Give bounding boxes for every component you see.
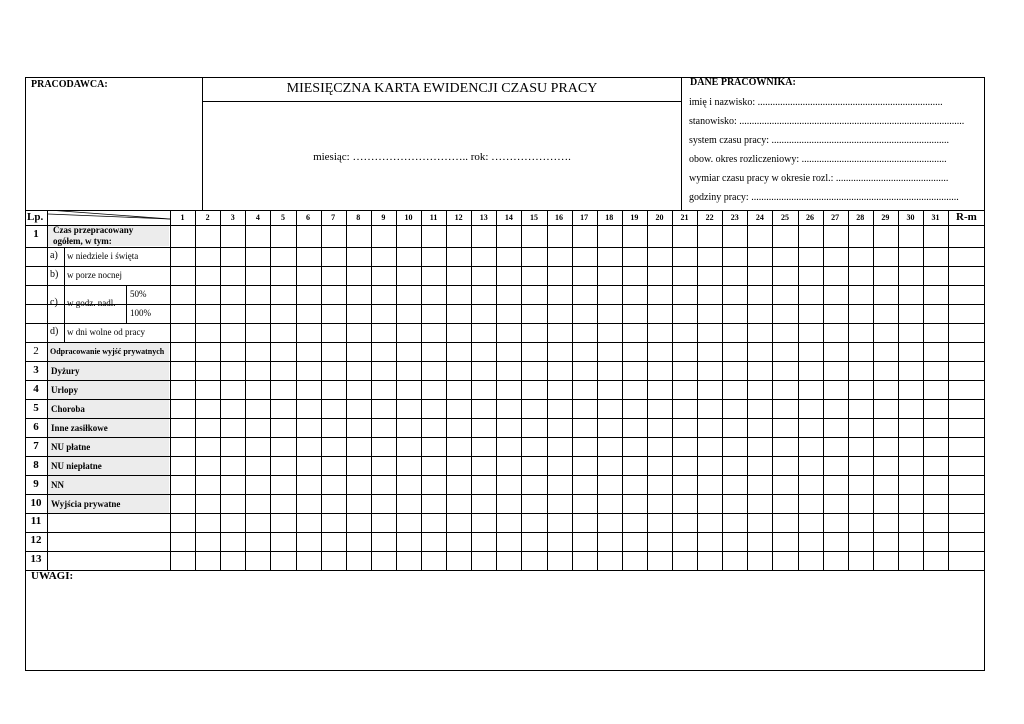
row-label-line1: Czas przepracowany — [53, 225, 134, 235]
day-column-divider — [421, 210, 422, 570]
working-time-field[interactable]: wymiar czasu pracy w okresie rozl.: ............................................. — [689, 173, 949, 184]
sub-letter-divider — [64, 247, 65, 342]
day-column-divider — [848, 210, 849, 570]
grid-line — [25, 225, 985, 226]
day-column-divider — [647, 210, 648, 570]
day-header: 10 — [404, 213, 413, 222]
lp-divider — [47, 210, 48, 570]
row-label-line2: ogółem, w tym: — [53, 236, 112, 246]
day-column-divider — [923, 210, 924, 570]
remarks-label: UWAGI: — [31, 570, 74, 582]
summary-label: R-m — [956, 211, 977, 223]
day-header: 8 — [356, 213, 361, 222]
grid-line — [25, 456, 985, 457]
row-label: Urlopy — [51, 385, 78, 395]
day-column-divider — [170, 210, 171, 570]
row-label: Inne zasiłkowe — [51, 423, 108, 433]
row-label: Wyjścia prywatne — [51, 499, 121, 509]
day-header: 26 — [806, 213, 815, 222]
day-header: 29 — [881, 213, 890, 222]
day-header: 22 — [705, 213, 714, 222]
day-header: 4 — [255, 213, 260, 222]
form-title: MIESIĘCZNA KARTA EWIDENCJI CZASU PRACY — [286, 81, 598, 96]
sub-label: w dni wolne od pracy — [67, 327, 145, 337]
day-column-divider — [446, 210, 447, 570]
grid-line — [25, 532, 985, 533]
grid-line — [25, 513, 985, 514]
day-header: 19 — [630, 213, 639, 222]
row-number: 4 — [33, 383, 39, 395]
summary-divider — [948, 210, 949, 570]
day-header: 18 — [605, 213, 614, 222]
row-number: 8 — [33, 459, 39, 471]
settlement-period-field[interactable]: obow. okres rozliczeniowy: .......................................................... — [689, 154, 947, 165]
period-box — [203, 102, 681, 211]
day-column-divider — [747, 210, 748, 570]
row-number: 1 — [33, 228, 39, 240]
grid-line — [25, 475, 985, 476]
grid-line — [25, 266, 985, 267]
day-column-divider — [321, 210, 322, 570]
row-number: 7 — [33, 440, 39, 452]
day-header: 21 — [680, 213, 689, 222]
row-label: NN — [51, 480, 64, 490]
grid-line — [25, 247, 985, 248]
row-number: 13 — [30, 553, 42, 565]
day-header: 28 — [856, 213, 865, 222]
grid-line — [25, 418, 985, 419]
row-number: 11 — [30, 515, 42, 527]
day-column-divider — [346, 210, 347, 570]
day-header: 13 — [479, 213, 488, 222]
row-label: NU płatne — [51, 442, 91, 452]
row-number: 5 — [33, 402, 39, 414]
row-number: 2 — [33, 345, 39, 357]
grid-line — [126, 304, 985, 305]
sub-label: w godz. nadl. — [67, 298, 116, 308]
work-system-field[interactable]: system czasu pracy: ....................................................................... — [689, 135, 949, 146]
day-column-divider — [722, 210, 723, 570]
overtime-50-label: 50% — [130, 289, 147, 299]
row-label: Odpracowanie wyjść prywatnych — [50, 347, 165, 356]
day-column-divider — [597, 210, 598, 570]
grid-line — [25, 551, 985, 552]
sub-letter: d) — [50, 326, 59, 337]
row-label: Dyżury — [51, 366, 80, 376]
employee-data-label: DANE PRACOWNIKA: — [690, 77, 796, 88]
day-header: 14 — [504, 213, 513, 222]
row-number: 6 — [33, 421, 39, 433]
day-header: 25 — [780, 213, 789, 222]
day-header: 20 — [655, 213, 664, 222]
row-number: 12 — [30, 534, 42, 546]
title-box — [203, 77, 681, 102]
overtime-100-label: 100% — [130, 308, 151, 318]
day-column-divider — [396, 210, 397, 570]
row-label: NU niepłatne — [51, 461, 102, 471]
day-header: 31 — [931, 213, 940, 222]
header-diagonal — [48, 210, 170, 225]
label-cell-shading — [48, 476, 169, 494]
day-header: 7 — [331, 213, 336, 222]
grid-line — [25, 437, 985, 438]
row-number: 3 — [33, 364, 39, 376]
day-column-divider — [672, 210, 673, 570]
row-label: Choroba — [51, 404, 85, 414]
day-column-divider — [823, 210, 824, 570]
grid-line — [25, 342, 985, 343]
day-column-divider — [521, 210, 522, 570]
day-column-divider — [496, 210, 497, 570]
grid-line — [25, 494, 985, 495]
grid-line — [25, 323, 985, 324]
day-column-divider — [471, 210, 472, 570]
day-column-divider — [873, 210, 874, 570]
employee-name-field[interactable]: imię i nazwisko: .......................................................................... — [689, 97, 943, 108]
day-column-divider — [622, 210, 623, 570]
overtime-divider — [126, 285, 127, 323]
position-field[interactable]: stanowisko: .......................................................................................... — [689, 116, 965, 127]
grid-line — [25, 361, 985, 362]
day-header: 17 — [580, 213, 589, 222]
grid-line — [25, 285, 985, 286]
day-header: 2 — [205, 213, 210, 222]
day-header: 12 — [454, 213, 463, 222]
day-column-divider — [371, 210, 372, 570]
day-column-divider — [270, 210, 271, 570]
day-header: 1 — [180, 213, 185, 222]
day-header: 30 — [906, 213, 915, 222]
employer-label: PRACODAWCA: — [31, 79, 108, 90]
sub-letter: b) — [50, 269, 59, 280]
sub-label: w niedziele i święta — [67, 251, 139, 261]
sub-label: w porze nocnej — [67, 270, 122, 280]
grid-line — [25, 380, 985, 381]
day-column-divider — [195, 210, 196, 570]
day-header: 16 — [555, 213, 564, 222]
row-number: 10 — [30, 497, 42, 509]
day-header: 11 — [429, 213, 438, 222]
day-column-divider — [296, 210, 297, 570]
grid-line — [25, 570, 985, 571]
day-column-divider — [245, 210, 246, 570]
day-column-divider — [220, 210, 221, 570]
day-header: 15 — [529, 213, 538, 222]
row-number: 9 — [33, 478, 39, 490]
work-hours-field[interactable]: godziny pracy: ................................................................................... — [689, 192, 959, 203]
day-header: 5 — [280, 213, 285, 222]
sub-letter: a) — [50, 250, 58, 261]
day-header: 23 — [730, 213, 739, 222]
day-column-divider — [547, 210, 548, 570]
day-header: 6 — [306, 213, 311, 222]
sub-letter: c) — [50, 297, 58, 308]
remarks-area[interactable] — [26, 583, 984, 669]
lp-label: Lp. — [27, 211, 44, 223]
day-header: 24 — [755, 213, 764, 222]
day-column-divider — [798, 210, 799, 570]
grid-line — [25, 399, 985, 400]
employer-box — [25, 77, 203, 211]
day-column-divider — [572, 210, 573, 570]
day-column-divider — [898, 210, 899, 570]
day-header: 27 — [831, 213, 840, 222]
month-year-field[interactable]: miesiąc: ………………………….. rok: …………………. — [313, 151, 571, 163]
day-column-divider — [772, 210, 773, 570]
day-column-divider — [697, 210, 698, 570]
day-header: 3 — [230, 213, 235, 222]
day-header: 9 — [381, 213, 386, 222]
